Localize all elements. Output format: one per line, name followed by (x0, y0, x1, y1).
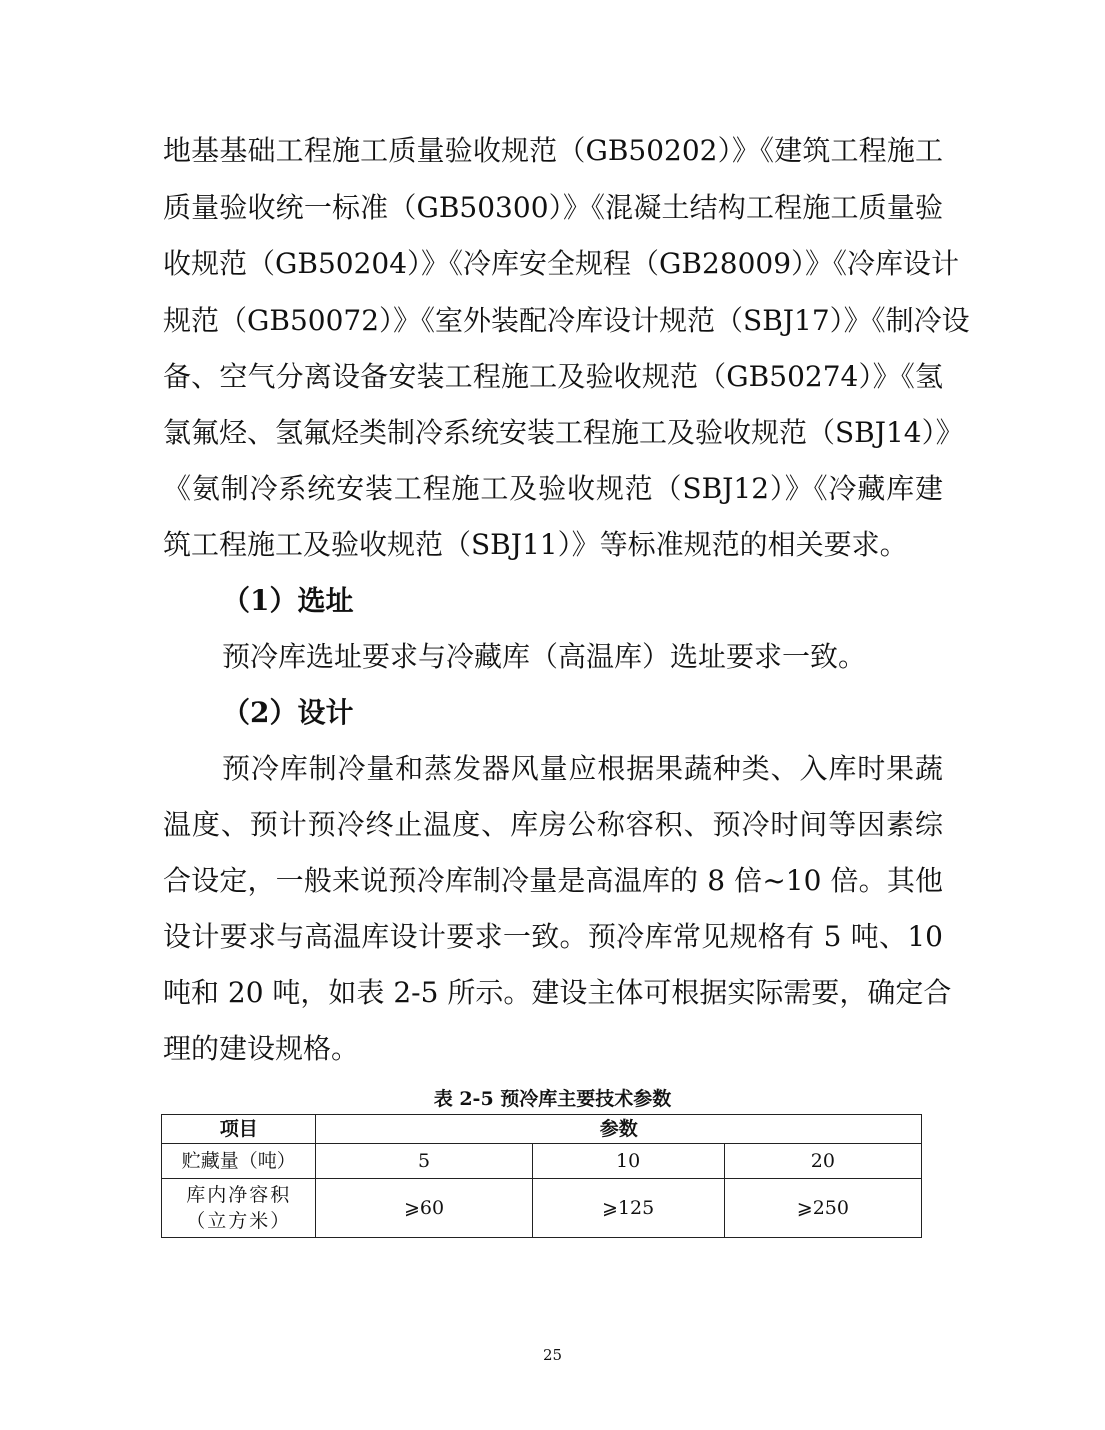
table-row (162, 1144, 922, 1179)
header-params: 参数 (316, 1115, 922, 1144)
section-heading-site-selection: （1）选址 (222, 584, 354, 617)
paragraph-line: 规范（GB50072）》《室外装配冷库设计规范（SBJ17）》《制冷设 (163, 304, 970, 337)
table-header-row (162, 1115, 922, 1144)
paragraph-line: 合设定，一般来说预冷库制冷量是高温库的 8 倍~10 倍。其他 (163, 864, 943, 897)
paragraph-line: 质量验收统一标准（GB50300）》《混凝土结构工程施工质量验 (163, 191, 943, 224)
page-number: 25 (542, 1346, 563, 1364)
paragraph-line: 地基基础工程施工质量验收规范（GB50202）》《建筑工程施工 (163, 134, 943, 167)
paragraph-line: 吨和 20 吨，如表 2-5 所示。建设主体可根据实际需要，确定合 (163, 976, 952, 1009)
section-heading-design: （2）设计 (222, 696, 354, 729)
paragraph-line: 筑工程施工及验收规范（SBJ11）》等标准规范的相关要求。 (163, 528, 908, 561)
paragraph-line: 理的建设规格。 (163, 1032, 360, 1065)
cell-value: 10 (532, 1144, 724, 1179)
paragraph-line: 预冷库制冷量和蒸发器风量应根据果蔬种类、入库时果蔬 (222, 752, 943, 785)
paragraph-line: 氯氟烃、氢氟烃类制冷系统安装工程施工及验收规范（SBJ14）》 (163, 416, 964, 449)
parameters-table (161, 1114, 922, 1238)
paragraph-line: 设计要求与高温库设计要求一致。预冷库常见规格有 5 吨、10 (163, 920, 943, 953)
cell-value: 20 (724, 1144, 921, 1179)
row-label-volume (162, 1179, 316, 1238)
paragraph-line: 收规范（GB50204）》《冷库安全规程（GB28009）》《冷库设计 (163, 247, 960, 280)
cell-value: ⩾125 (532, 1179, 724, 1238)
paragraph-line: 备、空气分离设备安装工程施工及验收规范（GB50274）》《氢 (163, 360, 943, 393)
cell-value: 5 (316, 1144, 532, 1179)
table-caption: 表 2-5 预冷库主要技术参数 (433, 1088, 672, 1110)
row-label-storage: 贮藏量（吨） (162, 1144, 316, 1179)
cell-value: ⩾60 (316, 1179, 532, 1238)
table-row (162, 1179, 922, 1238)
paragraph-line: 温度、预计预冷终止温度、库房公称容积、预冷时间等因素综 (163, 808, 943, 841)
paragraph-line: 《氨制冷系统安装工程施工及验收规范（SBJ12）》《冷藏库建 (163, 472, 943, 505)
row-label-volume-line2: （立方米） (186, 1210, 292, 1232)
header-item: 项目 (162, 1115, 316, 1144)
row-label-volume-line1: 库内净容积 (186, 1184, 292, 1206)
paragraph-line: 预冷库选址要求与冷藏库（高温库）选址要求一致。 (222, 640, 867, 673)
cell-value: ⩾250 (724, 1179, 921, 1238)
